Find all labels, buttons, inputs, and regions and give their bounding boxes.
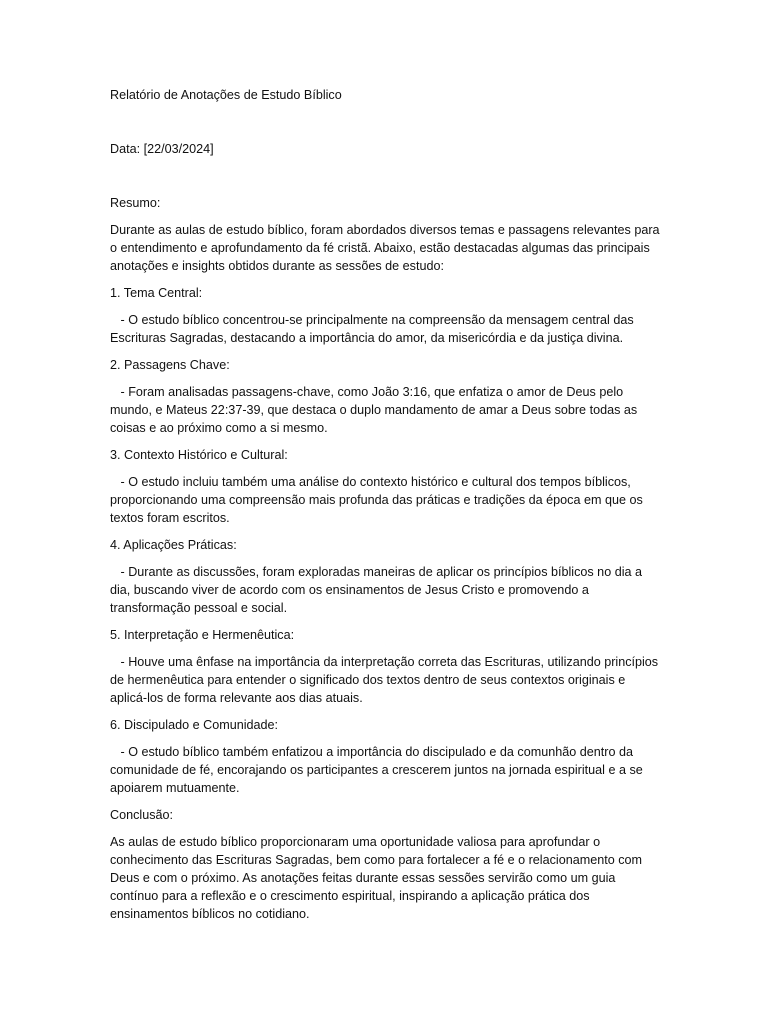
section-4: [110, 536, 660, 617]
section-body: - Durante as discussões, foram exploradas maneiras de aplicar os princípios bíblicos no dia a dia, buscando viver de acordo com os ensinamentos de Jesus Cristo e promovendo a transformação pessoal e social.: [110, 565, 646, 615]
conclusion-text: As aulas de estudo bíblico proporcionaram uma oportunidade valiosa para aprofundar o conhecimento das Escrituras Sagradas, bem como para fortalecer a fé e o relacionamento com Deus e com o próximo. As anotações feitas durante essas sessões servirão como um guia contínuo para a reflexão e o crescimento espiritual, inspirando a aplicação prática dos ensinamentos bíblicos no cotidiano.: [110, 835, 643, 921]
section-body: - O estudo incluiu também uma análise do contexto histórico e cultural dos tempos bíblicos, proporcionando uma compreensão mais profunda das práticas e tradições da época em que os textos foram escritos.: [110, 475, 647, 525]
section-1: [110, 284, 660, 347]
section-heading: 5. Interpretação e Hermenêutica:: [110, 628, 295, 642]
section-heading: 4. Aplicações Práticas:: [110, 538, 237, 552]
section-heading: 2. Passagens Chave:: [110, 358, 230, 372]
section-heading: 6. Discipulado e Comunidade:: [110, 718, 279, 732]
document-title: Relatório de Anotações de Estudo Bíblico: [110, 88, 342, 102]
section-heading: 3. Contexto Histórico e Cultural:: [110, 448, 288, 462]
section-body: - Houve uma ênfase na importância da interpretação correta das Escrituras, utilizando princípios de hermenêutica para entender o significado dos textos dentro de seus contextos originais e aplicá-los de forma relevante aos dias atuais.: [110, 655, 662, 705]
document-date: Data: [22/03/2024]: [110, 142, 214, 156]
section-body: - Foram analisadas passagens-chave, como João 3:16, que enfatiza o amor de Deus pelo mundo, e Mateus 22:37-39, que destaca o duplo mandamento de amar a Deus sobre todas as coisas e ao próximo como a si mesmo.: [110, 385, 641, 435]
section-body: - O estudo bíblico também enfatizou a importância do discipulado e da comunhão dentro da comunidade de fé, encorajando os participantes a crescerem juntos na jornada espiritual e a se apoiarem mutuamente.: [110, 745, 647, 795]
section-5: [110, 626, 660, 707]
section-heading: 1. Tema Central:: [110, 286, 203, 300]
summary-heading: Resumo:: [110, 196, 161, 210]
summary-intro: Durante as aulas de estudo bíblico, foram abordados diversos temas e passagens relevantes para o entendimento e aprofundamento da fé cristã. Abaixo, estão destacadas algumas das principais anotações e insights obtidos durante as sessões de estudo:: [110, 223, 660, 273]
section-6: [110, 716, 660, 797]
section-body: - O estudo bíblico concentrou-se principalmente na compreensão da mensagem central das Escrituras Sagradas, destacando a importância do amor, da misericórdia e da justiça divina.: [110, 313, 638, 345]
section-2: [110, 356, 660, 437]
conclusion-heading: Conclusão:: [110, 808, 174, 822]
section-3: [110, 446, 660, 527]
